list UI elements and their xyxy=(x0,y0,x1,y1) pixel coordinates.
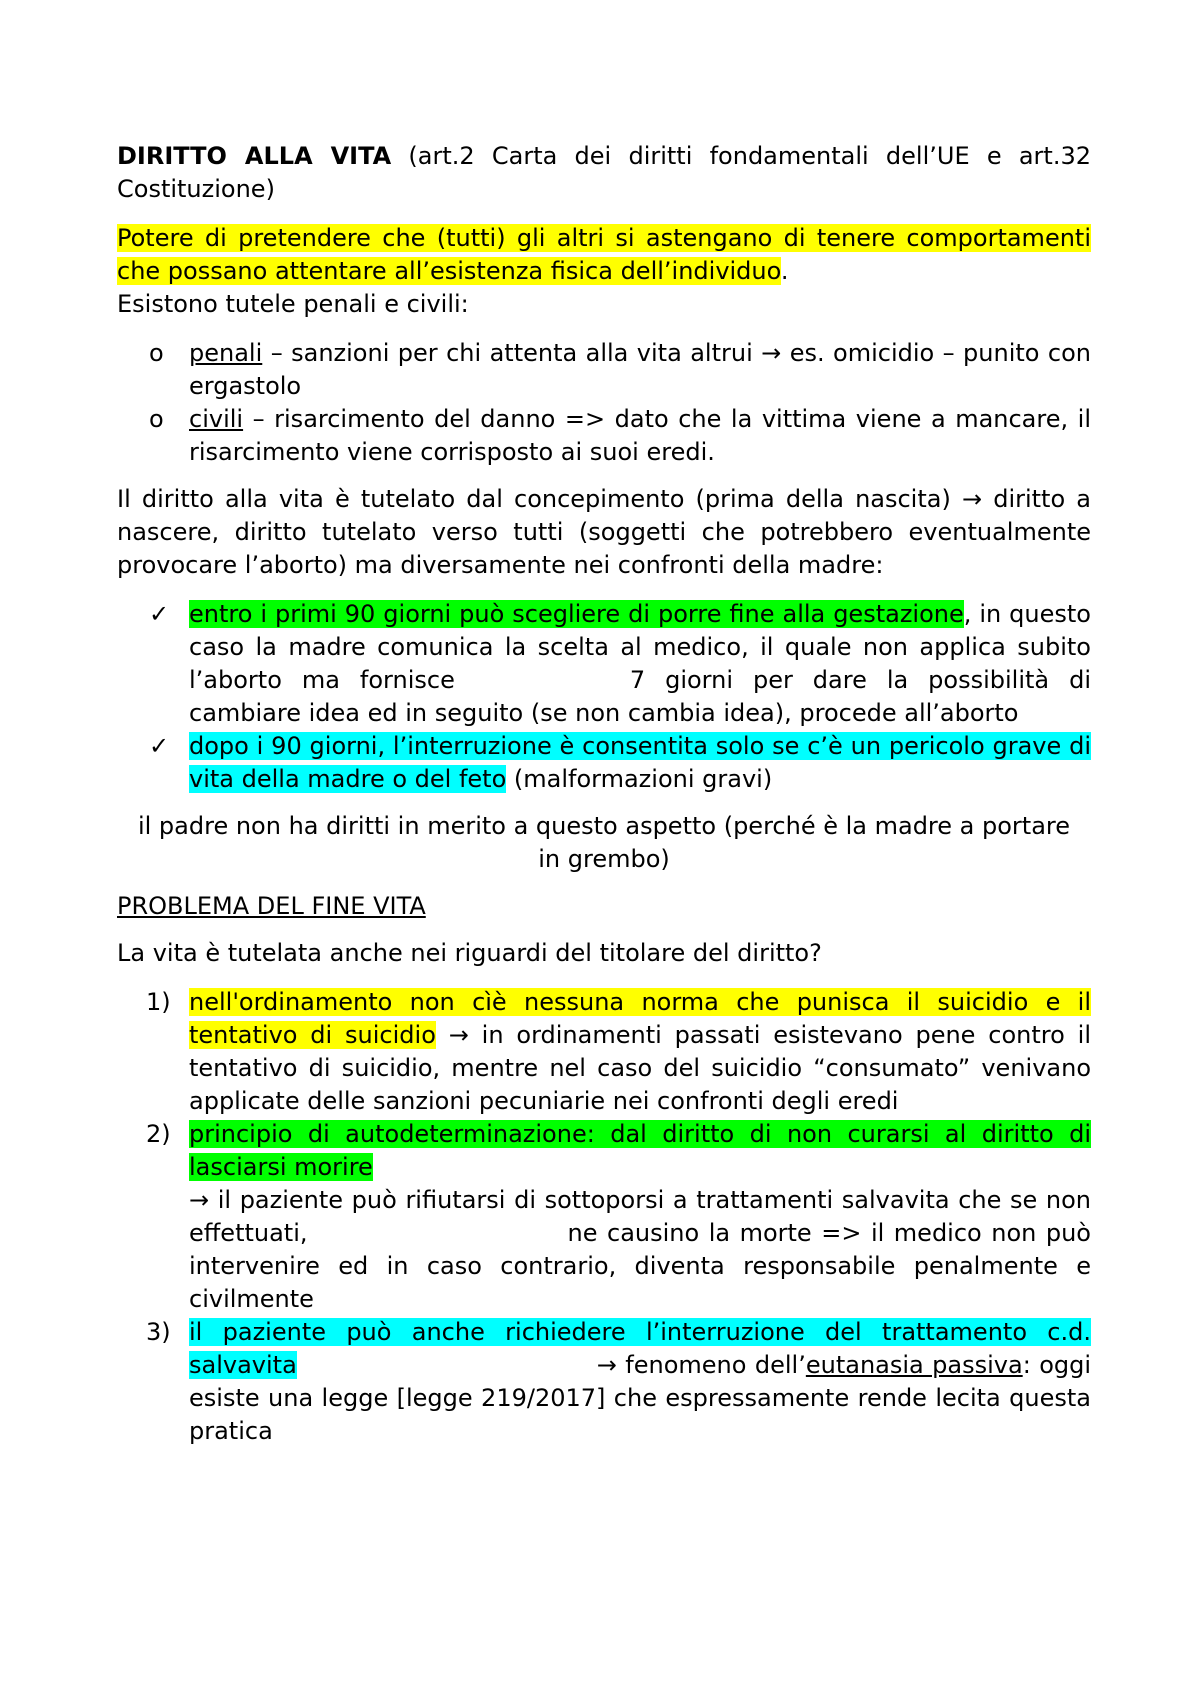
bullet-circle-icon: o xyxy=(149,339,164,367)
section-title: PROBLEMA DEL FINE VITA xyxy=(117,892,426,920)
tutele-list xyxy=(117,337,1091,469)
definition-paragraph: Potere di pretendere che (tutti) gli altri si astengano di tenere comportamenti che possano attentare all’esistenza fisica dell’individuo. Esistono tutele penali e civili: xyxy=(117,224,1091,318)
term-eutanasia: eutanasia passiva xyxy=(805,1351,1023,1379)
highlight-cyan: il paziente può anche richiedere l’interruzione del trattamento c.d. salvavita xyxy=(189,1318,1091,1379)
list-item: ✓ entro i primi 90 giorni può scegliere di porre fine alla gestazione, in questo caso la madre comunica la scelta al medico, il quale non applica subito l’aborto ma fornisce 7 giorni per dare la possibilità di cambiare idea ed in seguito (se non cambia idea), procede all’aborto xyxy=(149,600,1091,727)
madre-list xyxy=(117,598,1091,796)
padre-note: il padre non ha diritti in merito a questo aspetto (perché è la madre a portare in grembo) xyxy=(137,812,1071,873)
highlight-cyan: dopo i 90 giorni, l’interruzione è consentita solo se c’è un pericolo grave di vita della madre o del feto xyxy=(189,732,1091,793)
highlight-green: entro i primi 90 giorni può scegliere di porre fine alla gestazione xyxy=(189,600,964,628)
checkmark-icon: ✓ xyxy=(149,600,170,628)
list-item: ✓ dopo i 90 giorni, l’interruzione è consentita solo se c’è un pericolo grave di vita della madre o del feto (malformazioni gravi) xyxy=(149,732,1091,793)
list-item: o penali – sanzioni per chi attenta alla vita altrui → es. omicidio – punito con ergastolo xyxy=(149,339,1091,400)
highlight-yellow: nell'ordinamento non cìè nessuna norma che punisca il suicidio e il tentativo di suicidio xyxy=(189,988,1091,1049)
term-penali: penali xyxy=(189,339,263,367)
concepimento-paragraph: Il diritto alla vita è tutelato dal concepimento (prima della nascita) → diritto a nascere, diritto tutelato verso tutti (soggetti che potrebbero eventualmente provocare l’aborto) ma diversamente nei confronti della madre: xyxy=(117,485,1091,579)
list-item: 3) il paziente può anche richiedere l’interruzione del trattamento c.d. salvavita → fenomeno dell’eutanasia passiva: oggi esiste una legge [legge 219/2017] che espressamente rende lecita questa pratica xyxy=(146,1318,1092,1445)
checkmark-icon: ✓ xyxy=(149,732,170,760)
numbered-list xyxy=(117,986,1091,1448)
list-number: 3) xyxy=(146,1318,171,1346)
list-item: 1) nell'ordinamento non cìè nessuna norma che punisca il suicidio e il tentativo di suicidio → in ordinamenti passati esistevano pene contro il tentativo di suicidio, mentre nel caso del suicidio “consumato” venivano applicate delle sanzioni pecuniarie nei confronti degli eredi xyxy=(146,988,1091,1115)
tutele-intro: Esistono tutele penali e civili: xyxy=(117,290,469,318)
question: La vita è tutelata anche nei riguardi del titolare del diritto? xyxy=(117,939,822,967)
list-number: 2) xyxy=(146,1120,171,1148)
title-bold: DIRITTO ALLA VITA xyxy=(117,142,392,170)
definition-highlight: Potere di pretendere che (tutti) gli altri si astengano di tenere comportamenti che possano attentare all’esistenza fisica dell’individuo xyxy=(117,224,1091,285)
list-item: o civili – risarcimento del danno => dato che la vittima viene a mancare, il risarcimento viene corrisposto ai suoi eredi. xyxy=(149,405,1091,466)
highlight-green: principio di autodeterminazione: dal diritto di non curarsi al diritto di lasciarsi morire xyxy=(189,1120,1091,1181)
document-title xyxy=(117,140,1091,206)
bullet-circle-icon: o xyxy=(149,405,164,433)
list-number: 1) xyxy=(146,988,171,1016)
document-page xyxy=(117,140,1091,1448)
title-reference: (art.2 Carta dei diritti fondamentali dell’UE e art.32 Costituzione) xyxy=(117,142,1091,203)
term-civili: civili xyxy=(189,405,244,433)
list-item: 2) principio di autodeterminazione: dal diritto di non curarsi al diritto di lasciarsi morire → il paziente può rifiutarsi di sottoporsi a trattamenti salvavita che se non effettuati, ne causino la morte => il medico non può intervenire ed in caso contrario, diventa responsabile penalmente e civilmente xyxy=(146,1120,1091,1313)
